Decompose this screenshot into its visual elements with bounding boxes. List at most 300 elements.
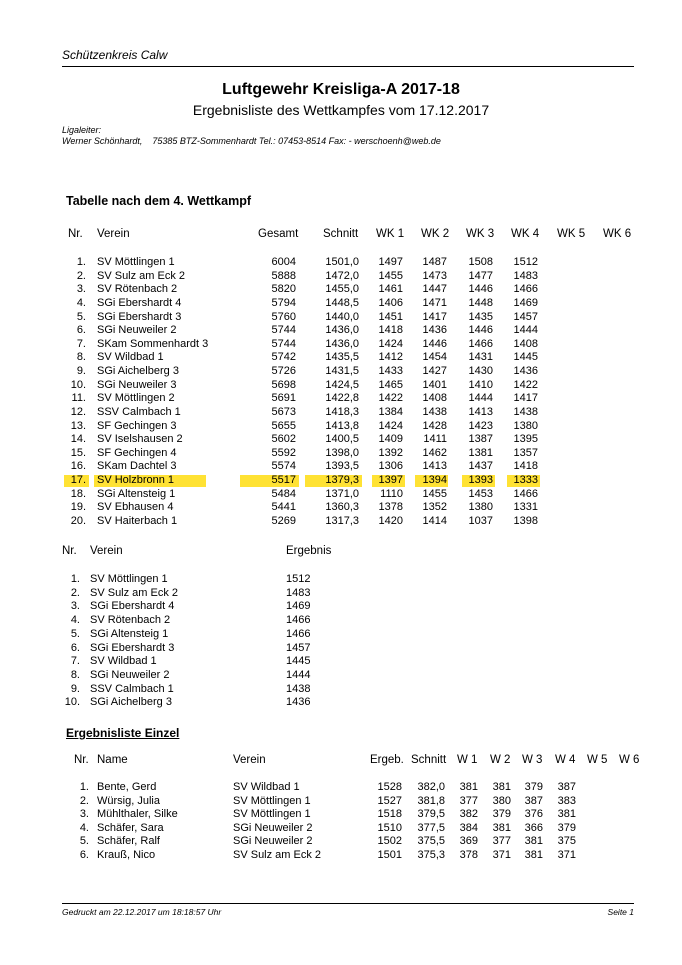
total-cell: 5484 <box>271 487 296 500</box>
wk4-cell: 1422 <box>513 378 538 391</box>
wk1-cell: 1409 <box>378 433 403 446</box>
club-cell: SV Möttlingen 1 <box>90 573 168 585</box>
average-cell: 1393,5 <box>325 460 359 473</box>
club-cell: SGi Ebershardt 4 <box>97 296 182 309</box>
col-wk3: WK 3 <box>466 228 495 240</box>
rank-cell: 11. <box>71 392 86 405</box>
wk4-cell: 1331 <box>513 501 538 514</box>
col-schnitt: Schnitt <box>323 228 359 240</box>
wk2-cell: 1408 <box>422 392 447 405</box>
col-wk5: WK 5 <box>557 228 586 240</box>
rank-cell: 14. <box>70 433 86 446</box>
rank-cell: 6. <box>76 324 86 337</box>
page-title: Luftgewehr Kreisliga-A 2017-18 <box>222 81 460 98</box>
rank-cell: 6. <box>70 641 80 654</box>
rank-cell: 1. <box>70 573 80 585</box>
rank-cell: 17. <box>70 474 86 487</box>
page-subtitle: Ergebnisliste des Wettkampfes vom 17.12.2017 <box>192 102 490 118</box>
table-row <box>0 447 682 460</box>
club-cell: SV Ebhausen 4 <box>97 501 174 514</box>
result-cell: 1510 <box>377 821 402 834</box>
wk1-cell: 1461 <box>378 283 403 296</box>
rank-cell: 2. <box>79 794 89 807</box>
wk3-cell: 1446 <box>468 324 493 337</box>
rank-cell: 19. <box>70 501 86 514</box>
w3-cell: 381 <box>524 835 543 848</box>
rank-cell: 8. <box>76 351 86 364</box>
average-cell: 1379,3 <box>325 474 359 487</box>
name-cell: Schäfer, Sara <box>97 821 164 834</box>
table-row <box>0 835 682 848</box>
wk1-cell: 1418 <box>378 324 403 337</box>
average-cell: 377,5 <box>417 821 445 834</box>
total-cell: 5673 <box>271 405 296 418</box>
average-cell: 1436,0 <box>325 324 359 337</box>
wk3-cell: 1466 <box>468 337 493 350</box>
total-cell: 5574 <box>271 460 296 473</box>
table-row <box>0 270 682 283</box>
average-cell: 1431,5 <box>325 365 359 378</box>
total-cell: 5794 <box>271 296 296 309</box>
club-cell: SV Holzbronn 1 <box>97 474 175 487</box>
col-w1: W 1 <box>457 754 478 766</box>
col-wk2: WK 2 <box>421 228 450 240</box>
wk1-cell: 1384 <box>378 405 403 418</box>
rank-cell: 3. <box>70 600 80 613</box>
wk1-cell: 1392 <box>378 446 403 459</box>
w4-cell: 381 <box>557 808 576 821</box>
rank-cell: 3. <box>79 808 89 821</box>
w1-cell: 381 <box>459 781 478 793</box>
col-ergebnis: Ergebnis <box>286 545 332 557</box>
w3-cell: 387 <box>524 794 543 807</box>
match-results-header <box>0 544 682 558</box>
wk3-cell: 1444 <box>468 392 493 405</box>
w1-cell: 378 <box>459 849 478 861</box>
result-cell: 1466 <box>286 614 311 627</box>
club-cell: SV Rötenbach 2 <box>97 283 178 296</box>
wk4-cell: 1398 <box>513 514 538 527</box>
club-cell: SGi Aichelberg 3 <box>90 696 172 709</box>
wk4-cell: 1512 <box>513 256 538 268</box>
wk1-cell: 1497 <box>378 256 403 268</box>
total-cell: 5269 <box>271 514 296 527</box>
wk3-cell: 1508 <box>468 256 493 268</box>
w1-cell: 369 <box>459 835 478 848</box>
table-row <box>0 256 682 269</box>
w2-cell: 371 <box>492 849 511 861</box>
table-row <box>0 501 682 514</box>
wk1-cell: 1406 <box>378 296 403 309</box>
result-cell: 1518 <box>377 808 402 821</box>
rank-cell: 20. <box>70 514 86 527</box>
wk1-cell: 1412 <box>378 351 403 364</box>
col-gesamt: Gesamt <box>258 228 299 240</box>
club-cell: SGi Neuweiler 2 <box>97 324 177 337</box>
wk1-cell: 1306 <box>378 460 403 473</box>
average-cell: 1400,5 <box>325 433 359 446</box>
wk3-cell: 1477 <box>468 269 493 282</box>
result-cell: 1469 <box>286 600 311 613</box>
wk1-cell: 1110 <box>380 487 403 500</box>
rank-cell: 13. <box>70 419 86 432</box>
wk2-cell: 1471 <box>422 296 447 309</box>
wk4-cell: 1438 <box>513 405 538 418</box>
col-ergeb: Ergeb. <box>370 754 404 766</box>
rank-cell: 12. <box>70 405 86 418</box>
wk3-cell: 1423 <box>468 419 493 432</box>
table-row <box>0 515 682 528</box>
footer-rule <box>62 903 634 904</box>
table-row <box>0 849 682 862</box>
col-w3: W 3 <box>522 754 543 766</box>
name-cell: Mühlthaler, Silke <box>97 808 178 821</box>
w4-cell: 387 <box>557 781 576 793</box>
table-row <box>0 379 682 392</box>
total-cell: 5698 <box>271 378 296 391</box>
wk4-cell: 1444 <box>513 324 538 337</box>
average-cell: 382,0 <box>417 781 445 793</box>
total-cell: 5744 <box>271 337 296 350</box>
total-cell: 5742 <box>271 351 296 364</box>
individual-results-header <box>0 753 682 767</box>
table-row <box>0 297 682 310</box>
wk3-cell: 1435 <box>468 310 493 323</box>
wk3-cell: 1413 <box>468 405 493 418</box>
total-cell: 5602 <box>271 433 296 446</box>
table-row <box>0 311 682 324</box>
rank-cell: 10. <box>70 378 86 391</box>
table-row <box>0 338 682 351</box>
rank-cell: 4. <box>79 821 89 834</box>
table-row <box>0 433 682 446</box>
result-cell: 1466 <box>286 627 311 640</box>
total-cell: 5517 <box>271 474 296 487</box>
col-nr: Nr. <box>62 545 77 557</box>
rank-cell: 2. <box>70 586 80 599</box>
col-wk1: WK 1 <box>376 228 405 240</box>
wk1-cell: 1422 <box>378 392 403 405</box>
header-rule <box>62 66 634 67</box>
wk4-cell: 1457 <box>513 310 538 323</box>
result-cell: 1436 <box>286 696 311 709</box>
result-cell: 1438 <box>286 682 311 695</box>
average-cell: 375,5 <box>417 835 445 848</box>
name-cell: Schäfer, Ralf <box>97 835 160 848</box>
wk4-cell: 1418 <box>513 460 538 473</box>
rank-cell: 5. <box>79 835 89 848</box>
col-w2: W 2 <box>490 754 511 766</box>
wk4-cell: 1466 <box>513 487 538 500</box>
club-cell: SGi Ebershardt 3 <box>97 310 182 323</box>
wk2-cell: 1446 <box>422 337 447 350</box>
average-cell: 1440,0 <box>325 310 359 323</box>
w2-cell: 377 <box>492 835 511 848</box>
total-cell: 5726 <box>271 365 296 378</box>
average-cell: 379,5 <box>417 808 445 821</box>
club-cell: SGi Ebershardt 3 <box>90 641 175 654</box>
club-cell: SV Haiterbach 1 <box>97 514 178 527</box>
wk2-cell: 1428 <box>422 419 447 432</box>
wk1-cell: 1455 <box>378 269 403 282</box>
total-cell: 5888 <box>271 269 296 282</box>
average-cell: 1436,0 <box>325 337 359 350</box>
club-cell: SV Rötenbach 2 <box>90 614 171 627</box>
wk1-cell: 1420 <box>378 514 403 527</box>
table-row <box>0 781 682 794</box>
w4-cell: 379 <box>557 821 576 834</box>
club-cell: SGi Neuweiler 2 <box>90 668 170 681</box>
wk4-cell: 1469 <box>513 296 538 309</box>
rank-cell: 7. <box>70 655 80 668</box>
club-cell: SKam Sommenhardt 3 <box>97 337 209 350</box>
standings-header <box>0 227 682 241</box>
wk4-cell: 1466 <box>513 283 538 296</box>
wk1-cell: 1451 <box>378 310 403 323</box>
wk3-cell: 1381 <box>468 446 493 459</box>
rank-cell: 5. <box>76 310 86 323</box>
club-cell: SV Sulz am Eck 2 <box>97 269 186 282</box>
club-cell: SGi Neuweiler 2 <box>233 835 313 848</box>
table-row <box>0 795 682 808</box>
w3-cell: 376 <box>524 808 543 821</box>
table-row <box>0 365 682 378</box>
club-cell: SV Möttlingen 1 <box>97 256 175 268</box>
page-number: Seite 1 <box>607 907 634 917</box>
table-row <box>0 628 682 641</box>
table-row <box>0 808 682 821</box>
club-cell: SGi Neuweiler 2 <box>233 821 313 834</box>
w2-cell: 380 <box>492 794 511 807</box>
name-cell: Bente, Gerd <box>97 781 157 793</box>
club-cell: SV Wildbad 1 <box>90 655 157 668</box>
table-row <box>0 420 682 433</box>
rank-cell: 5. <box>70 627 80 640</box>
table-row <box>0 392 682 405</box>
result-cell: 1457 <box>286 641 311 654</box>
wk4-cell: 1483 <box>513 269 538 282</box>
club-cell: SV Sulz am Eck 2 <box>90 586 179 599</box>
wk1-cell: 1433 <box>378 365 403 378</box>
wk1-cell: 1397 <box>378 474 403 487</box>
wk3-cell: 1387 <box>468 433 493 446</box>
wk3-cell: 1037 <box>468 514 493 527</box>
wk2-cell: 1413 <box>422 460 447 473</box>
col-nr: Nr. <box>68 228 83 240</box>
table-row <box>0 283 682 296</box>
rank-cell: 16. <box>70 460 86 473</box>
wk2-cell: 1411 <box>423 433 447 446</box>
wk4-cell: 1357 <box>513 446 538 459</box>
club-cell: SV Sulz am Eck 2 <box>233 849 322 861</box>
wk3-cell: 1393 <box>468 474 493 487</box>
col-verein: Verein <box>233 754 266 766</box>
club-cell: SGi Ebershardt 4 <box>90 600 175 613</box>
club-cell: SGi Aichelberg 3 <box>97 365 179 378</box>
club-cell: SF Gechingen 3 <box>97 419 177 432</box>
wk3-cell: 1437 <box>468 460 493 473</box>
col-schnitt: Schnitt <box>411 754 447 766</box>
table-row <box>0 614 682 627</box>
wk1-cell: 1465 <box>378 378 403 391</box>
wk2-cell: 1455 <box>422 487 447 500</box>
table-row <box>0 460 682 473</box>
total-cell: 5655 <box>271 419 296 432</box>
wk2-cell: 1436 <box>422 324 447 337</box>
result-cell: 1512 <box>286 573 311 585</box>
club-cell: SV Wildbad 1 <box>233 781 300 793</box>
wk2-cell: 1427 <box>422 365 447 378</box>
rank-cell: 6. <box>79 849 89 861</box>
col-verein: Verein <box>90 545 123 557</box>
table-row <box>0 669 682 682</box>
wk1-cell: 1424 <box>378 337 403 350</box>
wk1-cell: 1378 <box>378 501 403 514</box>
name-cell: Würsig, Julia <box>97 794 160 807</box>
club-cell: SSV Calmbach 1 <box>97 405 181 418</box>
wk4-cell: 1380 <box>513 419 538 432</box>
wk2-cell: 1454 <box>422 351 447 364</box>
wk2-cell: 1352 <box>422 501 447 514</box>
table-row <box>0 488 682 501</box>
table-row <box>0 696 682 709</box>
name-cell: Krauß, Nico <box>97 849 156 861</box>
col-name: Name <box>97 754 128 766</box>
result-cell: 1483 <box>286 586 311 599</box>
wk2-cell: 1414 <box>422 514 447 527</box>
wk4-cell: 1333 <box>513 474 538 487</box>
table-row <box>0 474 682 487</box>
wk3-cell: 1446 <box>468 283 493 296</box>
average-cell: 1435,5 <box>325 351 359 364</box>
total-cell: 6004 <box>271 256 296 268</box>
average-cell: 1472,0 <box>325 269 359 282</box>
wk4-cell: 1395 <box>513 433 538 446</box>
average-cell: 1501,0 <box>325 256 359 268</box>
total-cell: 5592 <box>271 446 296 459</box>
average-cell: 1424,5 <box>325 378 359 391</box>
w1-cell: 377 <box>459 794 478 807</box>
w4-cell: 375 <box>557 835 576 848</box>
result-cell: 1528 <box>377 781 402 793</box>
table-row <box>0 406 682 419</box>
result-cell: 1445 <box>286 655 311 668</box>
wk3-cell: 1448 <box>468 296 493 309</box>
wk4-cell: 1417 <box>513 392 538 405</box>
result-cell: 1444 <box>286 668 311 681</box>
table-row <box>0 324 682 337</box>
col-w4: W 4 <box>555 754 576 766</box>
organization-name: Schützenkreis Calw <box>62 48 168 62</box>
club-cell: SGi Altensteig 1 <box>97 487 176 500</box>
average-cell: 1413,8 <box>325 419 359 432</box>
w2-cell: 379 <box>492 808 511 821</box>
average-cell: 1448,5 <box>325 296 359 309</box>
wk2-cell: 1473 <box>422 269 447 282</box>
total-cell: 5760 <box>271 310 296 323</box>
rank-cell: 4. <box>70 614 80 627</box>
table-row <box>0 822 682 835</box>
rank-cell: 10. <box>64 696 80 709</box>
rank-cell: 8. <box>70 668 80 681</box>
wk2-cell: 1417 <box>422 310 447 323</box>
w4-cell: 383 <box>557 794 576 807</box>
result-cell: 1501 <box>377 849 402 861</box>
average-cell: 1455,0 <box>325 283 359 296</box>
w3-cell: 381 <box>524 849 543 861</box>
average-cell: 1418,3 <box>325 405 359 418</box>
club-cell: SV Wildbad 1 <box>97 351 164 364</box>
w2-cell: 381 <box>492 781 511 793</box>
wk2-cell: 1487 <box>422 256 447 268</box>
wk3-cell: 1380 <box>468 501 493 514</box>
wk2-cell: 1394 <box>422 474 447 487</box>
w4-cell: 371 <box>557 849 576 861</box>
table-row <box>0 655 682 668</box>
league-leader-label: Ligaleiter: <box>62 125 102 135</box>
wk2-cell: 1438 <box>422 405 447 418</box>
w1-cell: 384 <box>459 821 478 834</box>
club-cell: SV Möttlingen 2 <box>97 392 175 405</box>
rank-cell: 3. <box>76 283 86 296</box>
wk3-cell: 1453 <box>468 487 493 500</box>
total-cell: 5820 <box>271 283 296 296</box>
wk3-cell: 1410 <box>468 378 493 391</box>
average-cell: 1360,3 <box>325 501 359 514</box>
total-cell: 5691 <box>271 392 296 405</box>
result-cell: 1502 <box>377 835 402 848</box>
table-row <box>0 351 682 364</box>
col-wk4: WK 4 <box>511 228 540 240</box>
col-wk6: WK 6 <box>603 228 632 240</box>
average-cell: 375,3 <box>417 849 445 861</box>
club-cell: SGi Altensteig 1 <box>90 627 169 640</box>
total-cell: 5441 <box>271 501 296 514</box>
rank-cell: 9. <box>70 682 80 695</box>
average-cell: 1371,0 <box>325 487 359 500</box>
wk3-cell: 1430 <box>468 365 493 378</box>
club-cell: SGi Neuweiler 3 <box>97 378 177 391</box>
w2-cell: 381 <box>492 821 511 834</box>
rank-cell: 1. <box>79 781 89 793</box>
wk4-cell: 1408 <box>513 337 538 350</box>
average-cell: 381,8 <box>417 794 445 807</box>
individual-results-title: Ergebnisliste Einzel <box>66 726 180 740</box>
league-leader-info: Werner Schönhardt, 75385 BTZ-Sommenhardt Tel.: 07453-8514 Fax: - werschoenh@web.de <box>62 136 441 146</box>
table-row <box>0 600 682 613</box>
table-row <box>0 642 682 655</box>
w3-cell: 366 <box>524 821 543 834</box>
club-cell: SV Iselshausen 2 <box>97 433 183 446</box>
wk2-cell: 1401 <box>422 378 447 391</box>
wk1-cell: 1424 <box>378 419 403 432</box>
average-cell: 1317,3 <box>325 514 359 527</box>
result-cell: 1527 <box>377 794 402 807</box>
col-w5: W 5 <box>587 754 608 766</box>
rank-cell: 4. <box>76 296 86 309</box>
rank-cell: 18. <box>70 487 86 500</box>
standings-title: Tabelle nach dem 4. Wettkampf <box>66 194 252 208</box>
club-cell: SKam Dachtel 3 <box>97 460 177 473</box>
wk2-cell: 1462 <box>422 446 447 459</box>
w3-cell: 379 <box>524 781 543 793</box>
wk4-cell: 1445 <box>513 351 538 364</box>
rank-cell: 2. <box>76 269 86 282</box>
rank-cell: 7. <box>76 337 86 350</box>
col-w6: W 6 <box>619 754 640 766</box>
wk4-cell: 1436 <box>513 365 538 378</box>
table-row <box>0 573 682 586</box>
